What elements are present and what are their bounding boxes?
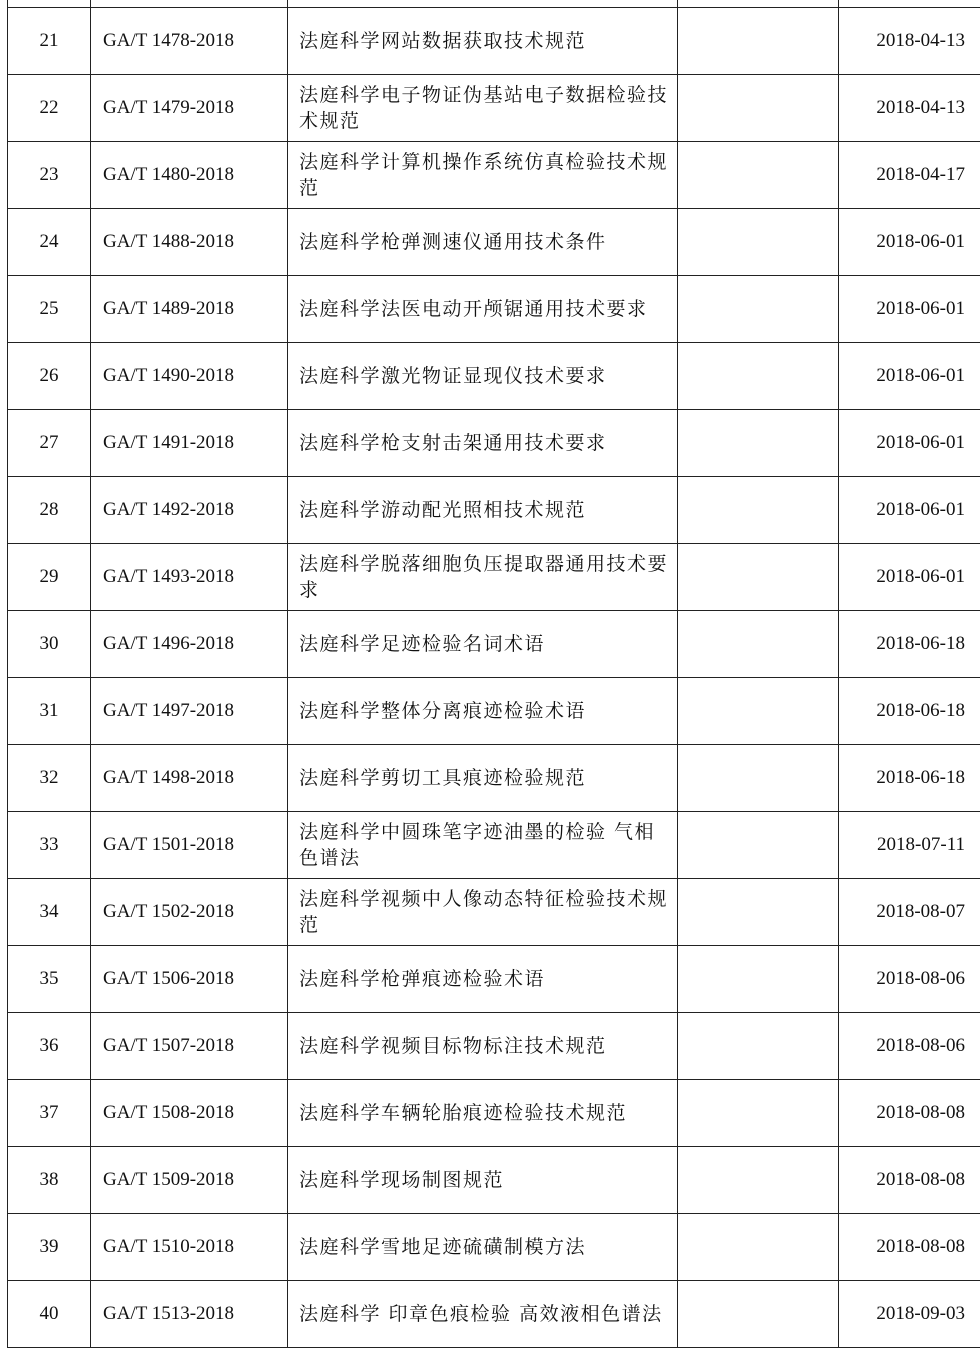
table-row <box>8 343 980 410</box>
standard-name: 法庭科学足迹检验名词术语 <box>288 611 678 678</box>
blank-cell <box>678 946 839 1013</box>
standard-name: 法庭科学法医电动开颅锯通用技术要求 <box>288 276 678 343</box>
implementation-date: 2018-08-07 <box>839 879 980 946</box>
table-row <box>8 209 980 276</box>
row-number: 26 <box>8 343 91 410</box>
row-number: 33 <box>8 812 91 879</box>
implementation-date: 2018-06-01 <box>839 477 980 544</box>
implementation-date: 2018-04-13 <box>839 8 980 75</box>
standard-name: 法庭科学电子物证伪基站电子数据检验技术规范 <box>288 75 678 142</box>
blank-cell <box>678 343 839 410</box>
table-row <box>8 410 980 477</box>
standard-name: 法庭科学枪支射击架通用技术要求 <box>288 410 678 477</box>
row-number: 28 <box>8 477 91 544</box>
standard-name: 法庭科学车辆轮胎痕迹检验技术规范 <box>288 1080 678 1147</box>
implementation-date: 2018-04-13 <box>839 75 980 142</box>
implementation-date: 2018-06-18 <box>839 745 980 812</box>
implementation-date: 2018-06-01 <box>839 343 980 410</box>
standard-name: 法庭科学枪弹痕迹检验术语 <box>288 946 678 1013</box>
standard-name: 法庭科学雪地足迹硫磺制模方法 <box>288 1214 678 1281</box>
implementation-date: 2018-07-11 <box>839 812 980 879</box>
standard-name: 法庭科学视频目标物标注技术规范 <box>288 1013 678 1080</box>
blank-cell <box>678 1013 839 1080</box>
standard-code: GA/T 1507-2018 <box>91 1013 288 1080</box>
implementation-date: 2018-09-03 <box>839 1281 980 1348</box>
implementation-date: 2018-06-01 <box>839 209 980 276</box>
standard-code: GA/T 1498-2018 <box>91 745 288 812</box>
blank-cell <box>678 879 839 946</box>
table-row <box>8 1080 980 1147</box>
implementation-date: 2018-08-08 <box>839 1147 980 1214</box>
row-number: 22 <box>8 75 91 142</box>
implementation-date: 2018-06-01 <box>839 276 980 343</box>
standard-code: GA/T 1492-2018 <box>91 477 288 544</box>
table-row <box>8 678 980 745</box>
row-number: 32 <box>8 745 91 812</box>
standard-code: GA/T 1510-2018 <box>91 1214 288 1281</box>
standard-code: GA/T 1489-2018 <box>91 276 288 343</box>
standard-code: GA/T 1480-2018 <box>91 142 288 209</box>
implementation-date: 2018-06-01 <box>839 410 980 477</box>
blank-cell <box>678 276 839 343</box>
standard-code: GA/T 1501-2018 <box>91 812 288 879</box>
standard-code: GA/T 1496-2018 <box>91 611 288 678</box>
table-row <box>8 0 980 8</box>
row-number <box>8 0 91 8</box>
blank-cell <box>678 8 839 75</box>
row-number: 31 <box>8 678 91 745</box>
table-row <box>8 75 980 142</box>
blank-cell <box>678 1214 839 1281</box>
standard-code: GA/T 1478-2018 <box>91 8 288 75</box>
row-number: 39 <box>8 1214 91 1281</box>
blank-cell <box>678 209 839 276</box>
table-row <box>8 1013 980 1080</box>
blank-cell <box>678 678 839 745</box>
standard-code: GA/T 1491-2018 <box>91 410 288 477</box>
implementation-date: 2018-08-08 <box>839 1080 980 1147</box>
row-number: 27 <box>8 410 91 477</box>
blank-cell <box>678 477 839 544</box>
standard-name: 法庭科学 印章色痕检验 高效液相色谱法 <box>288 1281 678 1348</box>
standard-name: 法庭科学中圆珠笔字迹油墨的检验 气相色谱法 <box>288 812 678 879</box>
table-row <box>8 8 980 75</box>
blank-cell <box>678 611 839 678</box>
blank-cell <box>678 1281 839 1348</box>
row-number: 24 <box>8 209 91 276</box>
table-row <box>8 879 980 946</box>
table-row <box>8 611 980 678</box>
standard-name: 法庭科学整体分离痕迹检验术语 <box>288 678 678 745</box>
standard-code: GA/T 1493-2018 <box>91 544 288 611</box>
implementation-date <box>839 0 980 8</box>
standard-code: GA/T 1506-2018 <box>91 946 288 1013</box>
implementation-date: 2018-06-18 <box>839 611 980 678</box>
row-number: 37 <box>8 1080 91 1147</box>
implementation-date: 2018-04-17 <box>839 142 980 209</box>
blank-cell <box>678 544 839 611</box>
standards-table-body <box>8 0 980 1348</box>
standard-name: 法庭科学剪切工具痕迹检验规范 <box>288 745 678 812</box>
row-number: 35 <box>8 946 91 1013</box>
row-number: 40 <box>8 1281 91 1348</box>
standard-code: GA/T 1513-2018 <box>91 1281 288 1348</box>
blank-cell <box>678 812 839 879</box>
table-row <box>8 745 980 812</box>
standard-code: GA/T 1508-2018 <box>91 1080 288 1147</box>
standard-name: 法庭科学视频中人像动态特征检验技术规范 <box>288 879 678 946</box>
table-row <box>8 1214 980 1281</box>
row-number: 38 <box>8 1147 91 1214</box>
standards-table <box>7 0 980 1348</box>
row-number: 36 <box>8 1013 91 1080</box>
blank-cell <box>678 75 839 142</box>
standard-name <box>288 0 678 8</box>
blank-cell <box>678 745 839 812</box>
standard-code: GA/T 1490-2018 <box>91 343 288 410</box>
table-row <box>8 1281 980 1348</box>
standard-code: GA/T 1497-2018 <box>91 678 288 745</box>
standard-name: 法庭科学脱落细胞负压提取器通用技术要求 <box>288 544 678 611</box>
standard-name: 法庭科学网站数据获取技术规范 <box>288 8 678 75</box>
table-row <box>8 276 980 343</box>
standard-name: 法庭科学枪弹测速仪通用技术条件 <box>288 209 678 276</box>
row-number: 34 <box>8 879 91 946</box>
row-number: 21 <box>8 8 91 75</box>
standard-name: 法庭科学计算机操作系统仿真检验技术规范 <box>288 142 678 209</box>
standard-code: GA/T 1479-2018 <box>91 75 288 142</box>
row-number: 25 <box>8 276 91 343</box>
implementation-date: 2018-06-01 <box>839 544 980 611</box>
blank-cell <box>678 410 839 477</box>
table-row <box>8 812 980 879</box>
implementation-date: 2018-08-06 <box>839 946 980 1013</box>
standard-name: 法庭科学激光物证显现仪技术要求 <box>288 343 678 410</box>
implementation-date: 2018-08-06 <box>839 1013 980 1080</box>
table-row <box>8 946 980 1013</box>
blank-cell <box>678 1080 839 1147</box>
table-row <box>8 477 980 544</box>
blank-cell <box>678 1147 839 1214</box>
standard-name: 法庭科学游动配光照相技术规范 <box>288 477 678 544</box>
table-row <box>8 142 980 209</box>
row-number: 30 <box>8 611 91 678</box>
implementation-date: 2018-06-18 <box>839 678 980 745</box>
standard-name: 法庭科学现场制图规范 <box>288 1147 678 1214</box>
standard-code: GA/T 1502-2018 <box>91 879 288 946</box>
row-number: 29 <box>8 544 91 611</box>
standard-code <box>91 0 288 8</box>
implementation-date: 2018-08-08 <box>839 1214 980 1281</box>
blank-cell <box>678 0 839 8</box>
standard-code: GA/T 1509-2018 <box>91 1147 288 1214</box>
table-row <box>8 1147 980 1214</box>
row-number: 23 <box>8 142 91 209</box>
blank-cell <box>678 142 839 209</box>
standard-code: GA/T 1488-2018 <box>91 209 288 276</box>
table-row <box>8 544 980 611</box>
